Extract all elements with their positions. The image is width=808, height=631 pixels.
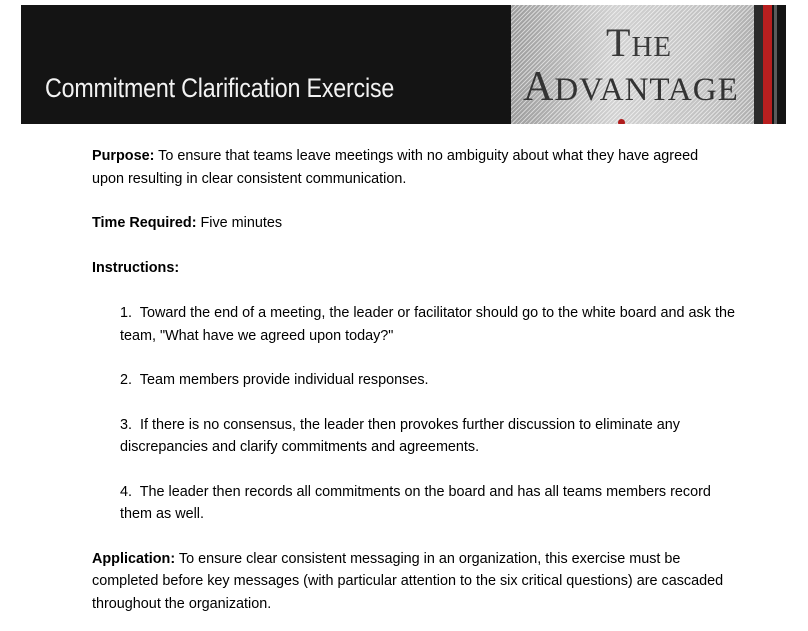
book-spine-red: [763, 5, 772, 124]
application-label: Application:: [92, 550, 176, 567]
book-spine-dark: [754, 5, 763, 124]
time-required-label: Time Required:: [92, 215, 197, 231]
step-number: 2.: [120, 372, 133, 388]
book-cover-advantage-rest: DVANTAGE: [554, 72, 739, 108]
time-required-paragraph: [92, 212, 732, 235]
step-text: Team members provide individual responses.: [139, 372, 429, 388]
page-title: Commitment Clarification Exercise: [45, 73, 395, 103]
step-number: 1.: [120, 305, 133, 321]
application-text: To ensure clear consistent messaging in an organization, this exercise must be completed before key messages (with particular attention to the six critical questions) are cascaded throughout the organization.: [92, 550, 724, 612]
book-cover-image: [511, 5, 771, 124]
instructions-label: Instructions:: [92, 259, 180, 276]
instruction-step: [92, 302, 736, 347]
step-text: Toward the end of a meeting, the leader or facilitator should go to the white board and ask the team, "What have we agreed upon today?": [120, 305, 735, 344]
instruction-step: [92, 414, 736, 459]
time-required-text: Five minutes: [200, 215, 283, 231]
book-cover-the-rest: HE: [631, 31, 673, 63]
book-cover-title-line2: ADVANTAGE: [523, 64, 739, 110]
instruction-step: [92, 369, 736, 392]
book-spine-stripe: [774, 5, 777, 124]
document-body: [92, 145, 735, 615]
instructions-heading: [92, 257, 732, 280]
application-paragraph: [92, 548, 732, 616]
book-cover-red-mark: [618, 119, 625, 124]
step-text: The leader then records all commitments on the board and has all teams members record them as well.: [120, 483, 711, 522]
header-banner: [21, 5, 786, 124]
purpose-label: Purpose:: [92, 148, 155, 164]
book-cover-title-line1: THE: [606, 20, 673, 65]
step-text: If there is no consensus, the leader then provokes further discussion to eliminate any discrepancies and clarify commitments and agreements.: [120, 416, 680, 455]
purpose-paragraph: [92, 145, 732, 190]
step-number: 4.: [120, 483, 133, 500]
purpose-text: To ensure that teams leave meetings with no ambiguity about what they have agreed upon resulting in clear consistent communication.: [92, 148, 699, 187]
instruction-step: [92, 481, 736, 526]
step-number: 3.: [120, 416, 133, 433]
